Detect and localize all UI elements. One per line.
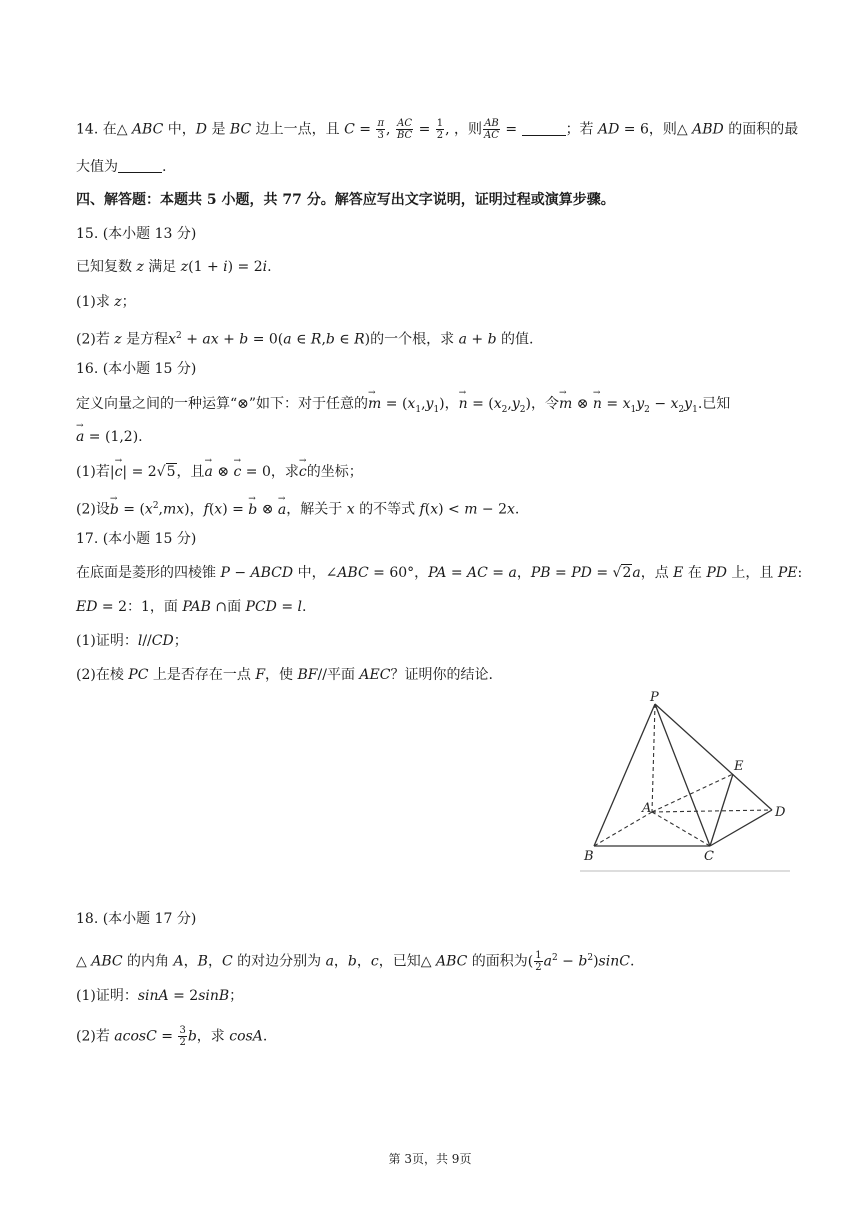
q14-text: . [162,159,167,175]
q17-header: 17. (本小题 15 分) [76,531,197,547]
answer-blank [522,123,566,136]
q14-line2 [76,157,166,177]
q14-text: 大值为 [76,159,118,175]
edge-pa [652,704,655,812]
q16-text: 的不等式 [354,501,420,518]
q15-text: 满足 [143,259,181,275]
q16-header: 16. (本小题 15 分) [76,361,197,377]
q18-text: 的内角 [122,953,174,970]
q16-text: (1)若 [76,464,110,480]
q16-stem-2: → a = (1,2). [76,427,143,447]
q17-text: ，点 [640,565,674,581]
q16-stem: 定义向量之间的一种运算“⊗”如下：对于任意的→ $m = (x_1,y_1)$，→ $n = (x_2,y_2)$，令→ m ⊗ → $n = x_1y_2 - x_2y_1$.已知 [76,394,730,420]
q17-text: 在底面是菱形的四棱锥 [76,565,221,581]
q14-text: 的面积的最 [723,121,799,138]
edge-pd [655,704,772,810]
q15-text: ； [121,294,136,310]
q16-text: ，令 [530,396,559,412]
q17-stem: 在底面是菱形的四棱锥 P − ABCD 中，∠ABC = 60°，PA = AC = a，PB = PD = √2a，点 E 在 PD 上，且 PE: [76,565,803,581]
edge-ad [652,810,772,812]
label-a: A [642,801,652,816]
q16-text: ，且 [176,464,205,480]
q15-stem: 已知复数 z 满足 z(1 + i) = 2i. [76,259,272,275]
q17-part1: (1)证明：l//CD； [76,633,188,649]
q14-text: ，则 [454,121,483,138]
q15-text: 已知复数 [76,259,137,275]
q18-header: 18. (本小题 17 分) [76,911,197,927]
q14-text: 14. 在 [76,121,117,138]
edge-ac [652,812,710,846]
page-footer: 第 3页，共 9页 [388,1152,472,1166]
label-p: P [650,690,659,705]
answer-blank [118,160,162,173]
q15-text: 的一个根，求 [370,331,459,348]
q17-text: 平面 [326,667,360,683]
edge-ae [652,774,733,812]
q18-text: (1)证明： [76,988,138,1004]
section-heading: 四、解答题：本题共 5 小题，共 77 分。解答应写出文字说明，证明过程或演算步骤。 [76,192,615,208]
q16-text: .已知 [697,396,731,412]
q16-part1: (1)若|→ c| = 2√5，且→ a ⊗ → c = 0，求→ c的坐标； [76,462,363,482]
q18-part1: (1)证明：sinA = 2sinB； [76,988,244,1004]
label-d: D [775,805,786,820]
q17-stem-2: ED = 2：1，面 PAB ∩面 PCD = l. [76,599,307,615]
edge-ab [594,812,652,846]
q18-text: ，求 [196,1028,230,1045]
q14-text: ；若 [565,121,599,138]
label-e: E [734,759,744,774]
q15-text: (2)若 [76,331,115,348]
edge-pc [655,704,710,846]
q16-text: (2)设 [76,501,110,518]
q16-text: ，解关于 [286,501,347,518]
q17-text: ？证明你的结论. [390,667,493,683]
q16-text: 定义向量之间的一种运算“⊗”如下：对于任意的 [76,396,369,412]
q18-text: 的对边分别为 [232,953,326,970]
q16-text: 的坐标； [306,464,363,480]
q18-text: ，已知 [378,953,421,970]
q18-part2: (2)若 acosC = $\frac{3}{2}$ b，求 cosA. [76,1025,268,1048]
pyramid-figure [580,690,790,872]
q14-text: 中， [167,121,196,138]
q17-text: (1)证明： [76,633,138,649]
label-c: C [704,849,714,864]
edge-pb [594,704,655,846]
q17-text: 在 [683,565,707,581]
q18-stem: △ ABC 的内角 A，B，C 的对边分别为 a，b，c，已知△ ABC 的面积为( $\frac{1}{2}$ $a^2 - b^2)\sin C$. [76,950,635,974]
q14-line1: 14. 在△ ABC 中，D 是 BC 边上一点，且 C = $\frac{\pi}{3}$ , $\frac{AC}{BC}$ = $\frac{1}{2}$ , ，则 $\frac{AB}{AC}$ = ；若 AD = 6，则△ ABD 的面积的最 [76,118,799,141]
q15-text: 的值. [496,331,534,348]
q17-text: ，面 [149,599,183,615]
q15-header: 15. (本小题 13 分) [76,226,197,242]
q14-text: 边上一点，且 [251,121,345,138]
q17-text: ，使 [265,667,298,683]
q15-text: 是方程 [121,331,169,348]
q16-text: ，求 [270,464,299,480]
q17-text: (2)在棱 [76,667,129,683]
q14-text: 是 [207,121,230,138]
q14-text: ，则 [648,121,677,138]
q17-part2: (2)在棱 PC 上是否存在一点 F，使 BF//平面 AEC？证明你的结论. [76,667,493,683]
q15-part2: (2)若 z 是方程$x^2$ + ax + b = 0(a ∈ R,b ∈ R)的一个根，求 a + b 的值. [76,331,534,348]
q18-text: 的面积为 [467,953,528,970]
q15-text: (1)求 [76,294,115,310]
q16-part2: (2)设→ $b = (x^2,mx)$，f(x) = → b ⊗ → a，解关于 x 的不等式 f(x) < m − 2x. [76,496,519,520]
q18-text: (2)若 [76,1028,115,1045]
label-b: B [584,849,594,864]
q17-text: 上是否存在一点 [148,667,256,683]
q17-text: 中， [293,565,326,581]
q15-part1: (1)求 z； [76,294,136,310]
q17-text: 上，且 [726,565,778,581]
